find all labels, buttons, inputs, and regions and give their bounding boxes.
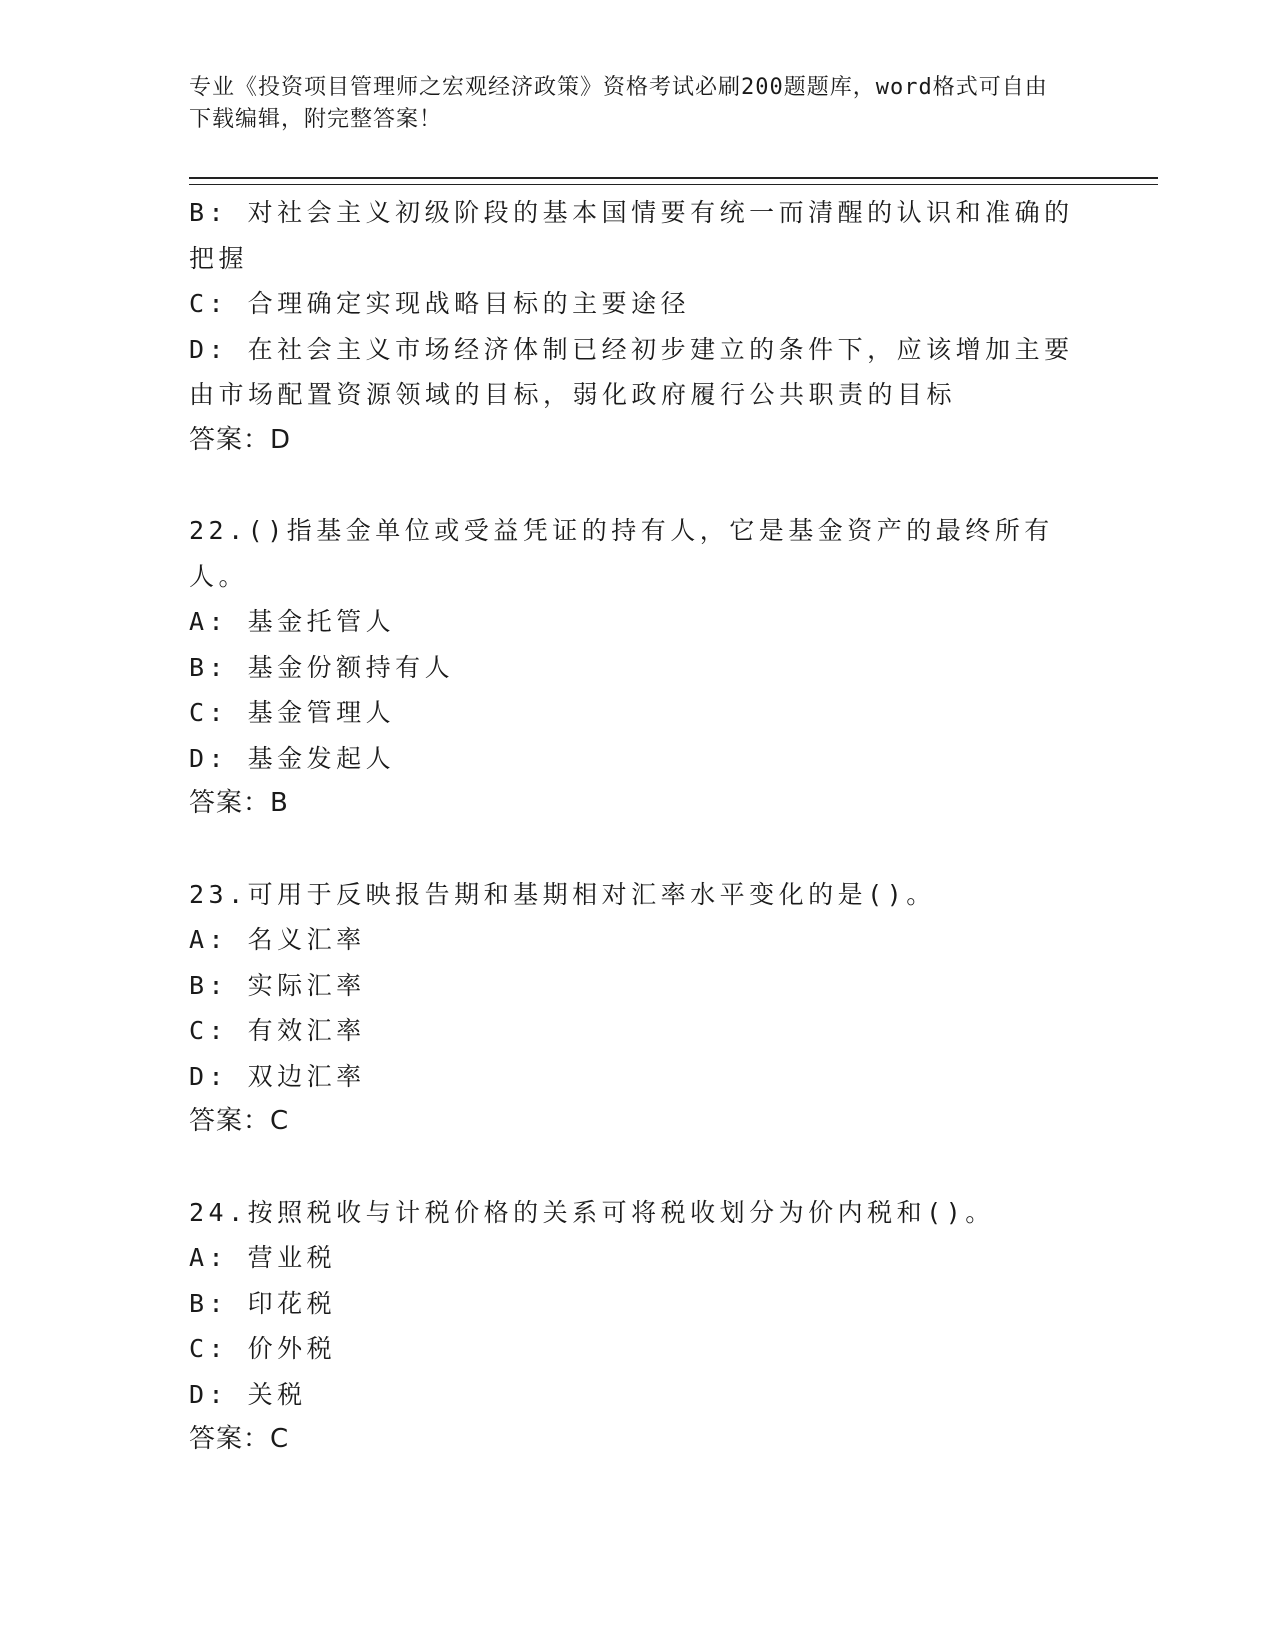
option-b: B: 实际汇率: [189, 970, 366, 1000]
option-d: D: 关税: [189, 1379, 307, 1409]
question-stem: 22.()指基金单位或受益凭证的持有人，它是基金资产的最终所有人。: [189, 516, 1054, 591]
answer-line: 答案：D: [189, 424, 292, 455]
option-a: A: 名义汇率: [189, 925, 366, 954]
option-a: A: 营业税: [189, 1243, 337, 1272]
question-block-24: [189, 1190, 1089, 1463]
option-d: D: 在社会主义市场经济体制已经初步建立的条件下，应该增加主要由市场配置资源领域的目标，弱化政府履行公共职责的目标: [189, 334, 1074, 409]
option-c: C: 有效汇率: [189, 1016, 366, 1045]
option-d: D: 双边汇率: [189, 1061, 366, 1091]
document-header: 专业《投资项目管理师之宏观经济政策》资格考试必刷200题题库，word格式可自由下载编辑，附完整答案！: [189, 75, 1048, 132]
answer-line: 答案：B: [189, 788, 289, 818]
option-c: C: 合理确定实现战略目标的主要途径: [189, 289, 691, 318]
option-a: A: 基金托管人: [189, 607, 396, 636]
answer-line: 答案：C: [189, 1106, 290, 1136]
header-divider: [189, 177, 1158, 185]
spacer: [189, 827, 1089, 872]
question-stem: 23.可用于反映报告期和基期相对汇率水平变化的是()。: [189, 879, 936, 909]
question-block-23: [189, 872, 1089, 1145]
option-b: B: 基金份额持有人: [189, 652, 455, 682]
previous-question-block: [189, 190, 1089, 463]
spacer: [189, 1145, 1089, 1190]
question-block-22: [189, 508, 1089, 827]
option-b: B: 对社会主义初级阶段的基本国情要有统一而清醒的认识和准确的把握: [189, 198, 1074, 273]
option-d: D: 基金发起人: [189, 743, 396, 773]
question-stem: 24.按照税收与计税价格的关系可将税收划分为价内税和()。: [189, 1197, 995, 1227]
option-c: C: 基金管理人: [189, 698, 396, 727]
question-content: [189, 190, 1089, 1463]
spacer: [189, 463, 1089, 508]
option-c: C: 价外税: [189, 1334, 337, 1363]
option-b: B: 印花税: [189, 1288, 337, 1318]
answer-line: 答案：C: [189, 1424, 290, 1454]
